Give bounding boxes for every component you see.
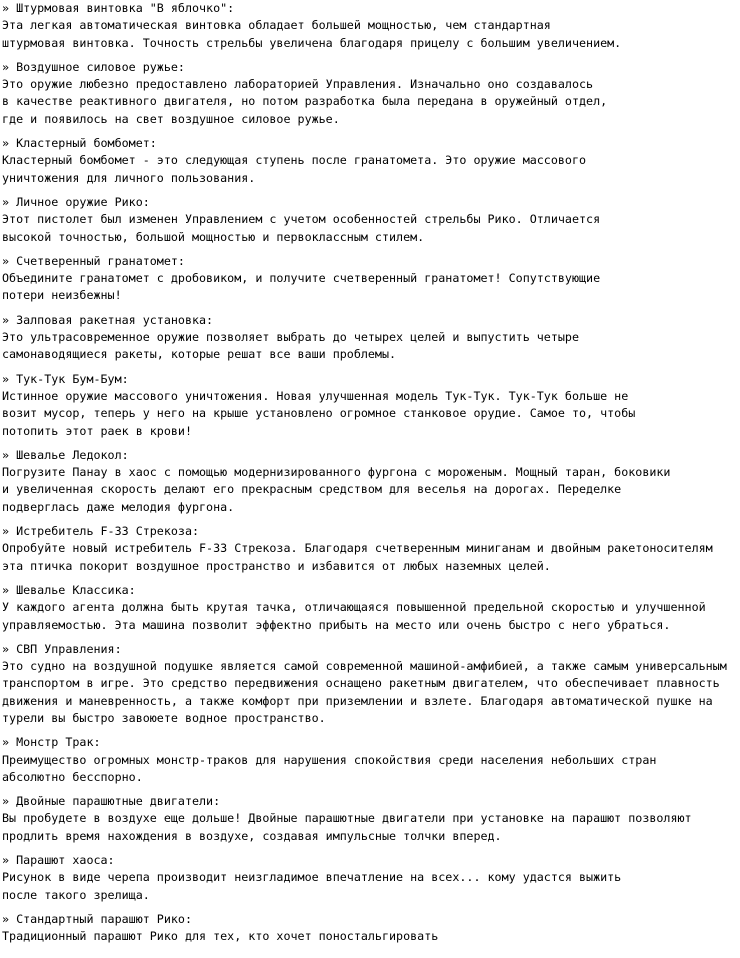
section-line: высокой точностью, большой мощностью и первоклассным стилем. <box>2 229 425 244</box>
section-rico-signature-gun <box>2 194 740 246</box>
section-title: » СВП Управления: <box>2 641 122 656</box>
section-title: » Монстр Трак: <box>2 735 101 750</box>
section-line: после такого зрелища. <box>2 887 150 902</box>
section-air-gun <box>2 59 740 128</box>
section-title: » Парашют хаоса: <box>2 853 115 868</box>
section-line: Это судно на воздушной подушке является самой современной машиной-амфибией, а также самым универсальным <box>2 659 727 674</box>
section-line: Вы пробудете в воздухе еще дольше! Двойные парашютные двигатели при установке на парашют позволяют <box>2 811 692 826</box>
section-monster-truck <box>2 734 740 786</box>
section-line: Объедините гранатомет с дробовиком, и получите счетверенный гранатомет! Сопутствующие <box>2 271 601 286</box>
section-title: » Истребитель F-33 Стрекоза: <box>2 524 200 539</box>
section-chaos-parachute <box>2 852 740 904</box>
section-line: Рисунок в виде черепа производит неизгладимое впечатление на всех... кому удастся выжить <box>2 870 622 885</box>
section-chevalier-icebreaker <box>2 447 740 516</box>
section-f33-dragonfly <box>2 523 740 575</box>
section-line: Преимущество огромных монстр-траков для нарушения спокойствия среди населения небольших стран <box>2 752 657 767</box>
section-agency-hovercraft <box>2 641 740 727</box>
section-title: » Воздушное силовое ружье: <box>2 59 185 74</box>
section-title: » Двойные парашютные двигатели: <box>2 794 221 809</box>
section-title: » Стандартный парашют Рико: <box>2 911 192 926</box>
section-line: эта птичка покорит воздушное пространство и избавится от любых наземных целей. <box>2 558 551 573</box>
section-line: абсолютно бесспорно. <box>2 769 143 784</box>
section-multi-lock-launcher <box>2 312 740 364</box>
section-title: » Шевалье Классика: <box>2 582 136 597</box>
section-title: » Личное оружие Рико: <box>2 194 150 209</box>
section-cluster-bomb <box>2 135 740 187</box>
section-dual-parachute-thrusters <box>2 793 740 845</box>
section-line: уничтожения для личного пользования. <box>2 170 256 185</box>
section-line: Это оружие любезно предоставлено лабораторией Управления. Изначально оно создавалось <box>2 77 594 92</box>
section-line: где и появилось на свет воздушное силовое ружье. <box>2 111 340 126</box>
section-assault-rifle <box>2 0 740 52</box>
section-rico-standard-parachute <box>2 911 740 946</box>
section-line: турели вы быстро завоюете водное пространство. <box>2 710 326 725</box>
section-line: штурмовая винтовка. Точность стрельбы увеличена благодаря прицелу с большим увеличением. <box>2 35 622 50</box>
section-line: Традиционный парашют Рико для тех, кто хочет поностальгировать <box>2 929 439 944</box>
section-line: потопить этот раек в крови! <box>2 423 192 438</box>
section-line: У каждого агента должна быть крутая тачка, отличающаяся повышенной предельной скоростью и улучшенной <box>2 600 706 615</box>
section-line: самонаводящиеся ракеты, которые решат все ваши проблемы. <box>2 347 397 362</box>
section-line: потери неизбежны! <box>2 288 122 303</box>
section-line: транспортом в игре. Это средство передвижения оснащено ракетным двигателем, что обеспечивает плавность <box>2 676 720 691</box>
section-line: управляемостью. Эта машина позволит эффектно прибыть на место или очень быстро с него убраться. <box>2 617 671 632</box>
section-title: » Счетверенный гранатомет: <box>2 253 185 268</box>
section-line: и увеличенная скорость делают его прекрасным средством для веселья на дорогах. Переделке <box>2 482 622 497</box>
section-title: » Кластерный бомбомет: <box>2 136 157 151</box>
section-line: Погрузите Панау в хаос с помощью модернизированного фургона с мороженым. Мощный таран, боковики <box>2 465 671 480</box>
section-line: Опробуйте новый истребитель F-33 Стрекоза. Благодаря счетверенным миниганам и двойным ракетоносителям <box>2 541 713 556</box>
section-line: подверглась даже мелодия фургона. <box>2 499 235 514</box>
section-line: Это ультрасовременное оружие позволяет выбрать до четырех целей и выпустить четыре <box>2 330 579 345</box>
section-line: Кластерный бомбомет - это следующая ступень после гранатомета. Это оружие массового <box>2 153 587 168</box>
section-line: движения и маневренность, а также комфорт при приземлении и взлете. Благодаря автоматической пушке на <box>2 693 713 708</box>
section-line: Этот пистолет был изменен Управлением с учетом особенностей стрельбы Рико. Отличается <box>2 212 601 227</box>
section-line: возит мусор, теперь у него на крыше установлено огромное станковое орудие. Самое то, чтобы <box>2 406 636 421</box>
section-quad-launcher <box>2 253 740 305</box>
section-title: » Штурмовая винтовка "В яблочко": <box>2 1 235 15</box>
section-line: Эта легкая автоматическая винтовка обладает большей мощностью, чем стандартная <box>2 18 551 33</box>
section-title: » Залповая ракетная установка: <box>2 312 214 327</box>
section-chevalier-classic <box>2 582 740 634</box>
section-tuk-tuk-boom-boom <box>2 371 740 440</box>
section-line: Истинное оружие массового уничтожения. Новая улучшенная модель Тук-Тук. Тук-Тук больше не <box>2 388 629 403</box>
section-line: продлить время нахождения в воздухе, создавая импульсные толчки вперед. <box>2 828 502 843</box>
section-title: » Тук-Тук Бум-Бум: <box>2 371 129 386</box>
section-title: » Шевалье Ледокол: <box>2 447 129 462</box>
section-line: в качестве реактивного двигателя, но потом разработка была передана в оружейный отдел, <box>2 94 608 109</box>
